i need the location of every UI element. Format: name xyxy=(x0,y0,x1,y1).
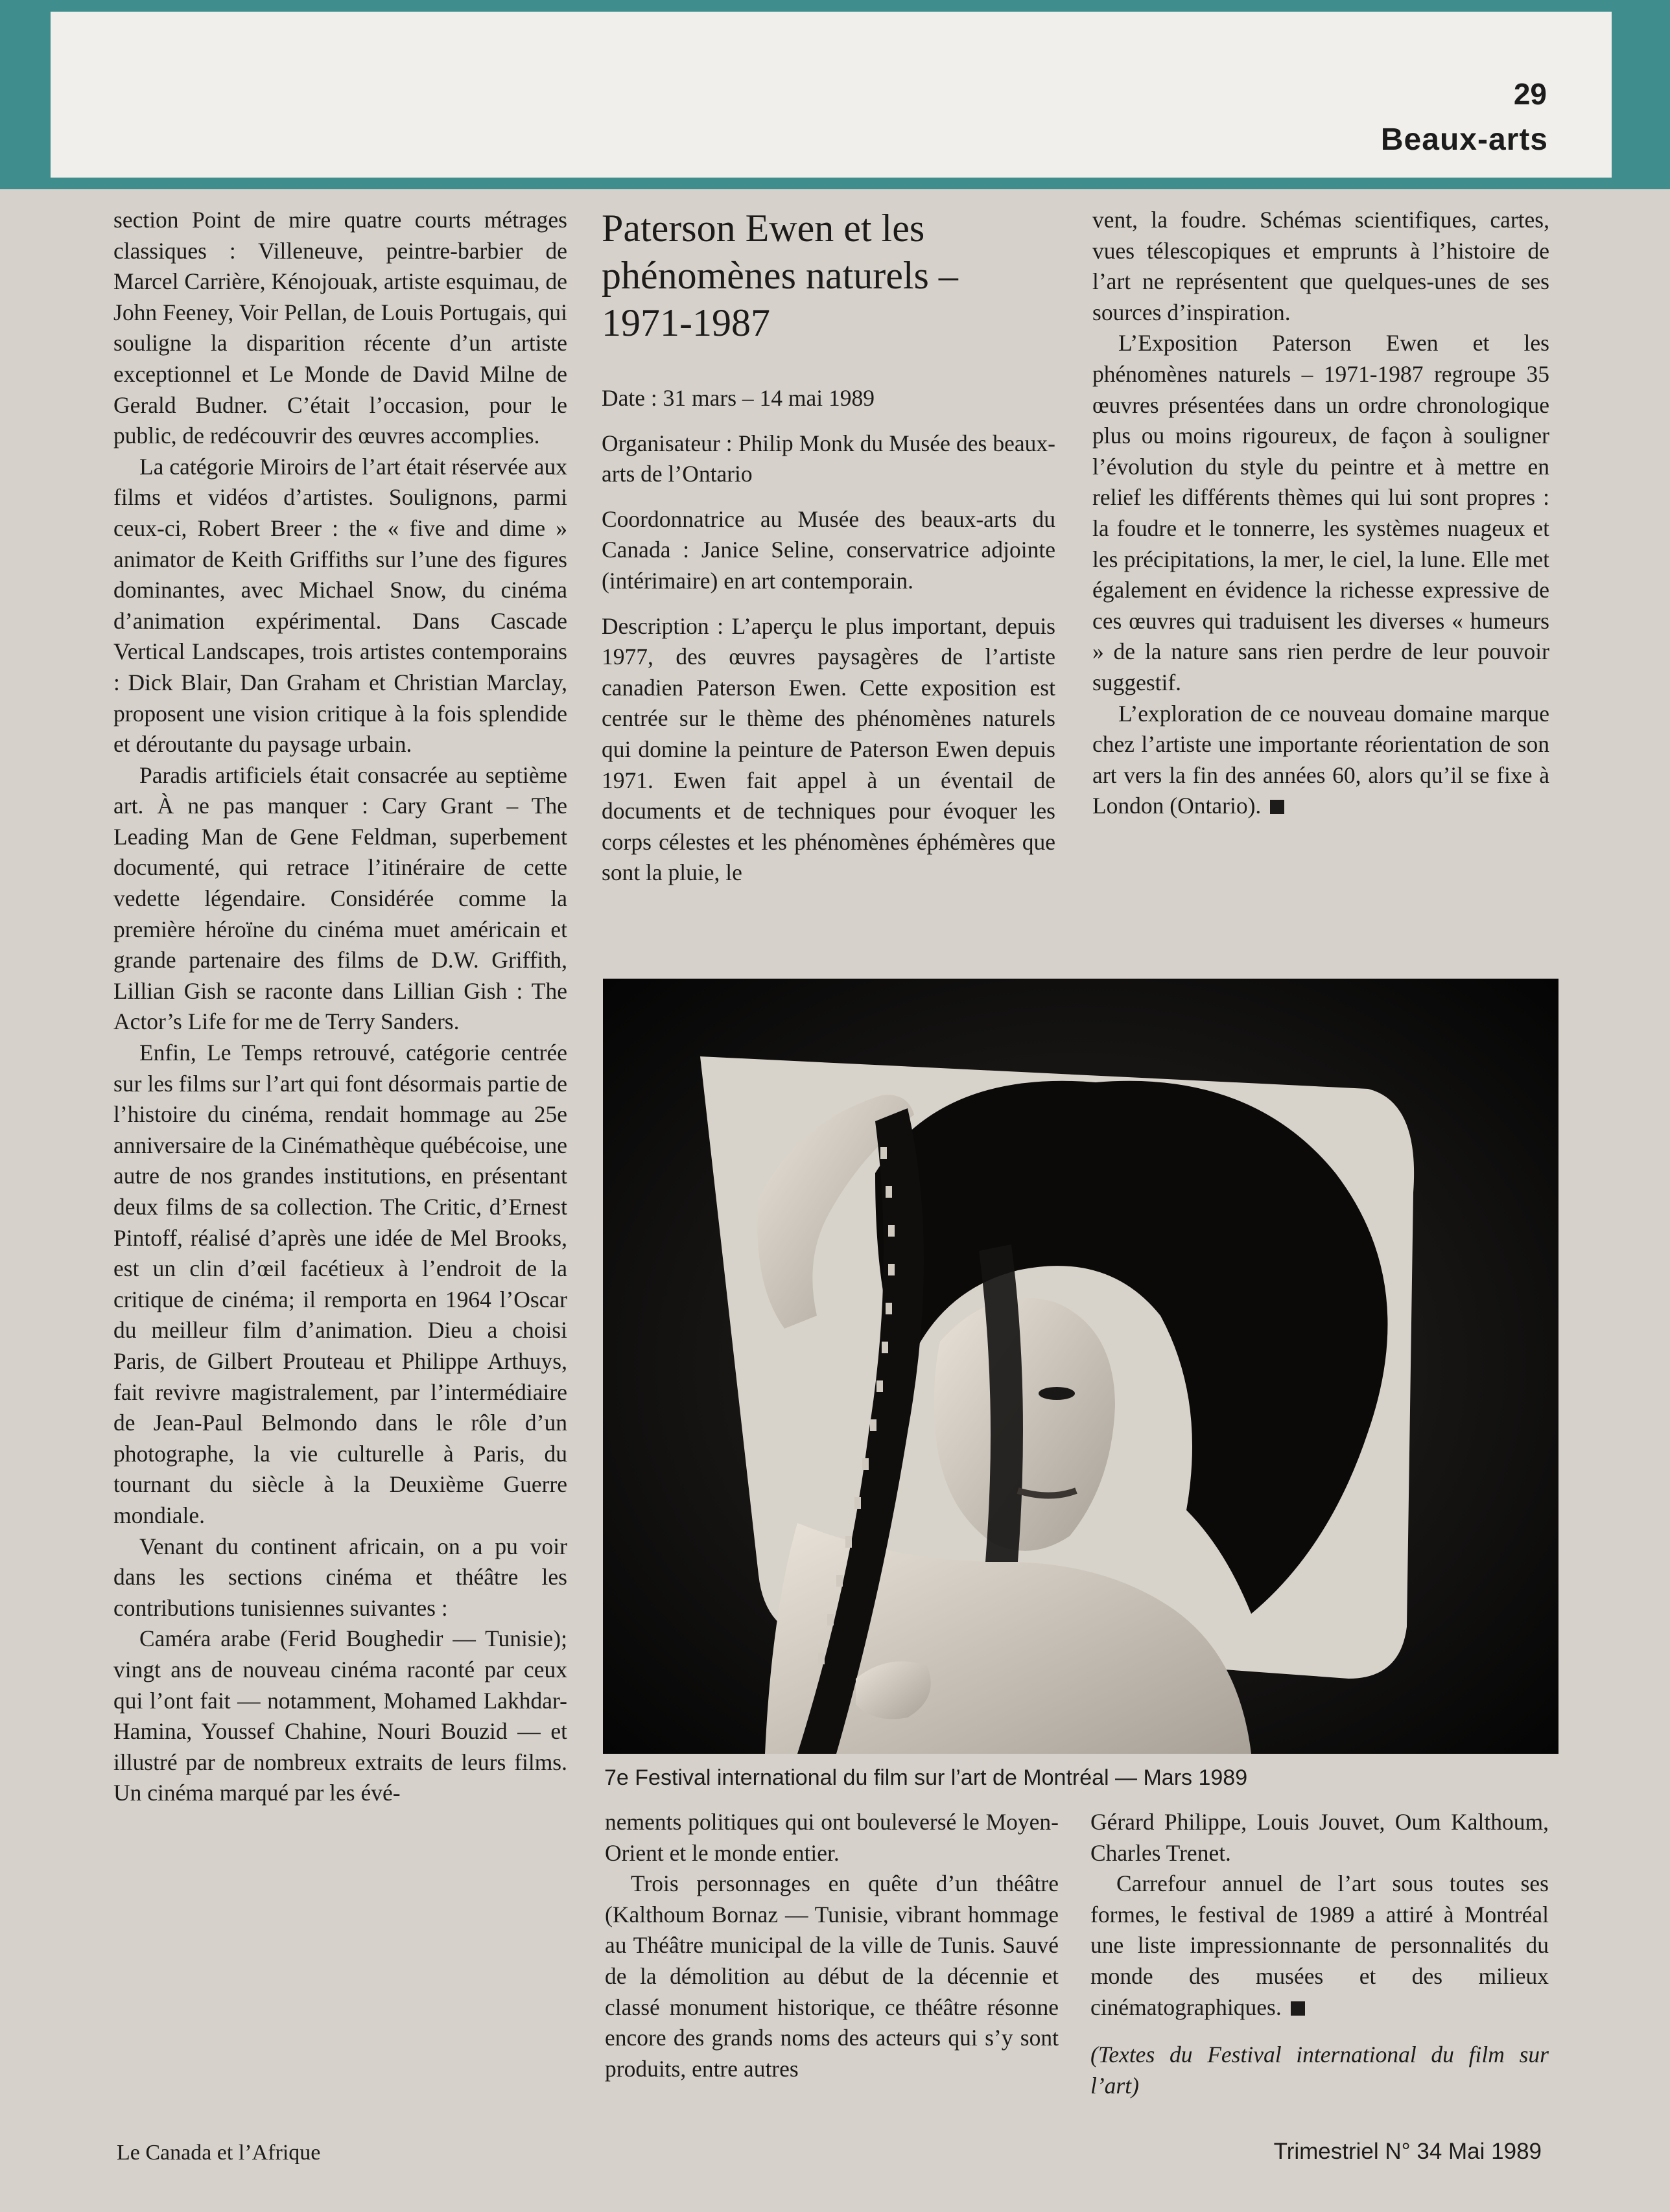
col3-paragraph-2: L’Exposition Paterson Ewen et les phénomènes naturels – 1971-1987 regroupe 35 œuvres présentées dans un ordre chronologique plus ou moins rigoureux, de façon à souligner l’évolution du style du peintre et à mettre en relief les différents thèmes qui lui sont propres : la foudre et le tonnerre, les systèmes nuageux et les précipitations, la mer, le ciel, la lune. Elle met également en évidence la richesse expressive de ces œuvres qui traduisent les diverses « humeurs » de la nature sans rien perdre de leur pouvoir suggestif. xyxy=(1092,330,1549,695)
article-title: Paterson Ewen et les phénomènes naturels – 1971-1987 xyxy=(602,207,958,344)
column-2 xyxy=(602,205,1055,970)
section-name: Beaux-arts xyxy=(1380,122,1548,157)
col3b-paragraph-2-text: Carrefour annuel de l’art sous toutes ses formes, le festival de 1989 a attiré à Montréal une liste impressionnante de personnalités du monde des musées et des milieux cinématographiques. xyxy=(1090,1870,1549,2020)
col1-paragraph-6: Caméra arabe (Ferid Boughedir — Tunisie); vingt ans de nouveau cinéma raconté par ceux qui l’ont fait — notamment, Mohamed Lakhdar-Hamina, Youssef Chahine, Nouri Bouzid — et illustré par de nombreux extraits de leurs films. Un cinéma marqué par les évé- xyxy=(113,1625,567,1806)
footer-left: Le Canada et l’Afrique xyxy=(117,2141,321,2165)
article-description: Description : L’aperçu le plus important, depuis 1977, des œuvres paysagères de l’artiste canadien Paterson Ewen. Cette exposition est centrée sur le thème des phénomènes naturels qui domine la peinture de Paterson Ewen depuis 1971. Ewen fait appel à un éventail de documents et de techniques pour évoquer les corps célestes et les phénomènes éphémères que sont la pluie, le xyxy=(602,612,1055,886)
col2b-paragraph-1: nements politiques qui ont bouleversé le Moyen-Orient et le monde entier. xyxy=(605,1809,1059,1866)
col1-paragraph-4: Enfin, Le Temps retrouvé, catégorie centrée sur les films sur l’art qui font désormais partie de l’histoire du cinéma, rendait hommage au 25e anniversaire de la Cinémathèque québécoise, une autre de nos grandes institutions, en présentant deux films de sa collection. The Critic, d’Ernest Pintoff, réalisé d’après une idée de Mel Brooks, est un clin d’œil facétieux à l’endroit de la critique de cinéma; il remporta en 1964 l’Oscar du meilleur film d’animation. Dieu a choisi Paris, de Gilbert Prouteau et Philippe Arthuys, fait revivre magistralement, par l’intermédiaire de Jean-Paul Belmondo dans le rôle d’un photographe, la vie culturelle à Paris, du tournant du siècle à la Deuxième Guerre mondiale. xyxy=(113,1040,567,1528)
col1-paragraph-5: Venant du continent africain, on a pu voir dans les sections cinéma et théâtre les contributions tunisiennes suivantes : xyxy=(113,1533,567,1621)
festival-photo xyxy=(603,979,1558,1754)
text-credit: (Textes du Festival international du film sur l’art) xyxy=(1090,2042,1549,2099)
col3b-paragraph-2 xyxy=(1090,1869,1549,2023)
photo-caption: 7e Festival international du film sur l’art de Montréal — Mars 1989 xyxy=(604,1765,1248,1790)
column-3-bottom xyxy=(1090,1807,1549,2118)
col3-paragraph-3 xyxy=(1092,699,1549,822)
col1-paragraph-2: La catégorie Miroirs de l’art était réservée aux films et vidéos d’artistes. Soulignons, parmi ceux-ci, Robert Breer : the « five and dime » animator de Keith Griffiths sur l’une des figures dominantes, avec Michael Snow, du cinéma d’animation expérimental. Dans Cascade Vertical Landscapes, trois artistes contemporains : Dick Blair, Dan Graham et Christian Marclay, proposent une vision critique à la fois splendide et déroutante du paysage urbain. xyxy=(113,453,567,758)
col3-paragraph-3-text: L’exploration de ce nouveau domaine marque chez l’artiste une importante réorientation de son art vers la fin des années 60, alors qu’il se fixe à London (Ontario). xyxy=(1092,700,1549,819)
end-mark-icon xyxy=(1270,800,1284,814)
article-date: Date : 31 mars – 14 mai 1989 xyxy=(602,385,875,411)
end-mark-icon xyxy=(1291,2001,1305,2016)
page-number: 29 xyxy=(1513,77,1547,111)
col2b-paragraph-2: Trois personnages en quête d’un théâtre (Kalthoum Bornaz — Tunisie, vibrant hommage au Théâtre municipal de la ville de Tunis. Sauvé de la démolition au début de la décennie et classé monument historique, ce théâtre résonne encore des grands noms des acteurs qui s’y sont produits, entre autres xyxy=(605,1870,1059,2082)
column-1 xyxy=(113,205,567,2078)
photo-illustration xyxy=(603,979,1558,1754)
header-box xyxy=(51,12,1612,178)
article-coordinator: Coordonnatrice au Musée des beaux-arts du Canada : Janice Seline, conservatrice adjointe (intérimaire) en art contemporain. xyxy=(602,506,1055,594)
col1-paragraph-1: section Point de mire quatre courts métrages classiques : Villeneuve, peintre-barbier de Marcel Carrière, Kénojouak, artiste esquimau, de John Feeney, Voir Pellan, de Louis Portugais, qui souligne la disparition récente d’un artiste exceptionnel et Le Monde de David Milne de Gerald Budner. C’était l’occasion, pour le public, de redécouvrir des œuvres accomplies. xyxy=(113,207,567,449)
col1-paragraph-3: Paradis artificiels était consacrée au septième art. À ne pas manquer : Cary Grant – The Leading Man de Gene Feldman, superbement documenté, qui retrace l’itinéraire de cette vedette légendaire. Considérée comme la première héroïne du cinéma muet américain et grande partenaire des films de D.W. Griffith, Lillian Gish se raconte dans Lillian Gish : The Actor’s Life for me de Terry Sanders. xyxy=(113,762,567,1035)
col3b-paragraph-1: Gérard Philippe, Louis Jouvet, Oum Kalthoum, Charles Trenet. xyxy=(1090,1809,1549,1866)
col3-paragraph-1: vent, la foudre. Schémas scientifiques, cartes, vues télescopiques et emprunts à l’histoire de l’art ne représentent que quelques-unes de ses sources d’inspiration. xyxy=(1092,207,1549,325)
article-organizer: Organisateur : Philip Monk du Musée des beaux-arts de l’Ontario xyxy=(602,430,1055,487)
column-2-bottom xyxy=(605,1807,1059,2118)
footer-right: Trimestriel N° 34 Mai 1989 xyxy=(1273,2139,1542,2164)
column-3 xyxy=(1092,205,1549,970)
